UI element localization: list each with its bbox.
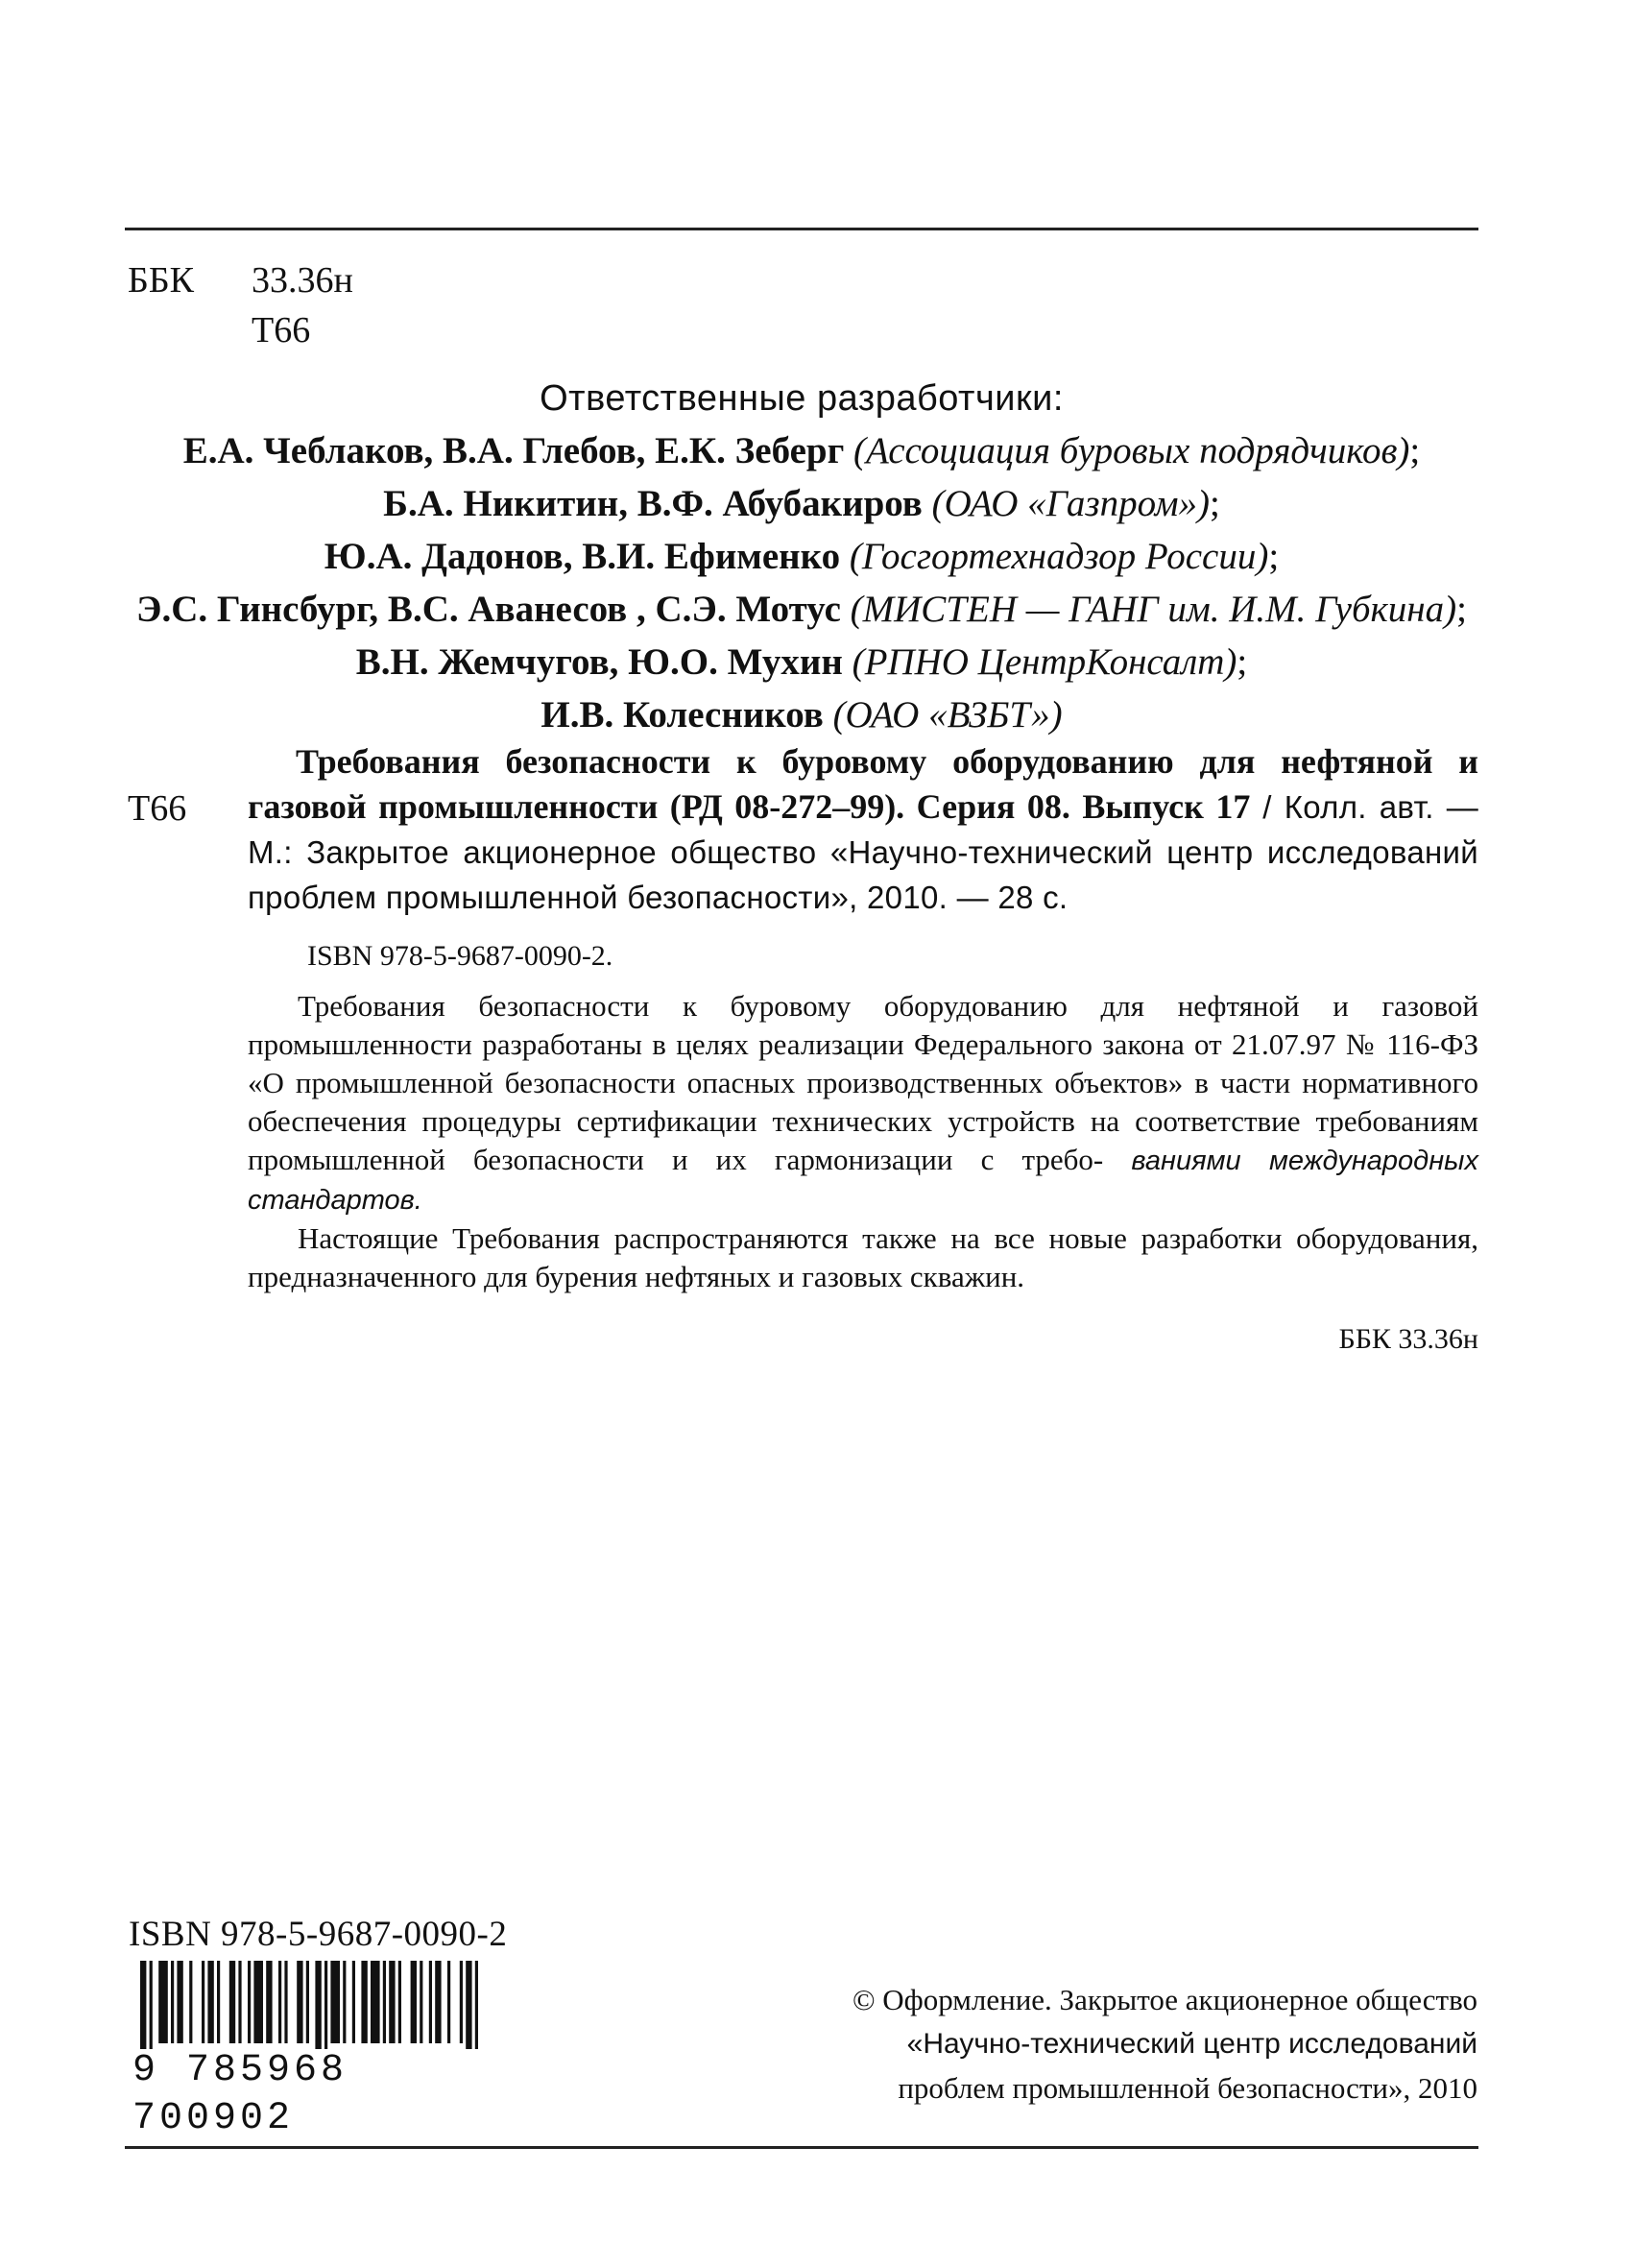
barcode-bar [177, 1961, 182, 2043]
barcode-bar [460, 1961, 463, 2043]
bbk-code: 33.36н [252, 260, 353, 301]
barcode-bar [253, 1961, 263, 2043]
author-tail: ; [1209, 483, 1220, 524]
author-line [125, 477, 1478, 530]
top-rule [125, 228, 1478, 230]
barcode-bar [306, 1961, 309, 2043]
barcode-bar [398, 1961, 401, 2043]
biblio-imprint: / Колл. авт. — М.: Закрытое акционерное общество «Научно-технический центр исследований проблем промышленной безопасности», 2010. — 28 с. [248, 789, 1478, 915]
barcode-bar [202, 1961, 204, 2043]
barcode-bar [411, 1961, 417, 2043]
annotation-para-1: Требования безопасности к буровому оборудованию для нефтяной и газовой промышленности разработаны в целях реализации Федерального закона от 21.07.97 № 116-ФЗ «О промышленной безопасности опасных производственных объектов» в части нормативного обеспечения процедуры сертификации технических устройств на соответствие требованиям промышленной безопасности и их гармонизации с требо- ваниями международных стандартов. [248, 989, 1479, 1216]
barcode-bar [150, 1961, 153, 2049]
biblio-cutter: Т66 [128, 788, 187, 829]
author-tail: ; [1268, 536, 1280, 577]
authors-heading: Ответственные разработчики: [540, 378, 1064, 419]
barcode-bar [361, 1961, 367, 2043]
barcode-bar [229, 1961, 235, 2043]
annotation-bbk: ББК 33.36н [1338, 1323, 1478, 1355]
copyright-line-1: © Оформление. Закрытое акционерное общество [852, 1983, 1477, 2016]
annotation-para-1-tail: ваниями международных стандартов. [248, 1146, 1479, 1216]
author-org: (ОАО «ВЗБТ») [832, 694, 1063, 736]
barcode-bar [475, 1961, 478, 2049]
barcode-bar [278, 1961, 281, 2043]
annotation-para-2: Настоящие Требования распространяются также на все новые разработки оборудования, предназначенного для бурения нефтяных и газовых скважин. [248, 1221, 1478, 1293]
barcode-bar [284, 1961, 287, 2043]
barcode-bar [330, 1961, 340, 2043]
barcode-bar [140, 1961, 146, 2049]
barcode-bars [132, 1961, 531, 2049]
author-line [125, 583, 1478, 636]
barcode-bar [315, 1961, 321, 2049]
author-org: (РПНО ЦентрКонсалт) [852, 641, 1237, 683]
author-line [125, 530, 1478, 583]
author-org: (Госгортехнадзор России) [849, 536, 1269, 577]
author-names: Э.С. Гинсбург, В.С. Аванесов , С.Э. Мотус [136, 589, 841, 630]
barcode-bar [158, 1961, 168, 2043]
author-line [125, 688, 1478, 741]
barcode-bar [324, 1961, 327, 2049]
bibliographic-record [248, 739, 1478, 920]
barcode-bar [207, 1961, 213, 2043]
barcode-bar [238, 1961, 241, 2043]
barcode-bar [435, 1961, 441, 2043]
copyright-line-3: проблем промышленной безопасности», 2010 [898, 2071, 1477, 2105]
barcode-digits: 9 785968 700902 [132, 2049, 348, 2140]
author-tail: ; [1456, 589, 1467, 630]
barcode-bar [466, 1961, 471, 2049]
author-names: В.Н. Жемчугов, Ю.О. Мухин [355, 641, 843, 683]
copyright-block [786, 1978, 1477, 2111]
bbk-label: ББК [128, 260, 194, 301]
barcode-bar [371, 1961, 380, 2043]
barcode-bar [447, 1961, 450, 2043]
barcode-bar [217, 1961, 220, 2043]
barcode-bar [189, 1961, 192, 2043]
isbn-line: ISBN 978-5-9687-0090-2. [307, 940, 613, 972]
barcode-bar [383, 1961, 386, 2043]
author-tail: ; [1237, 641, 1248, 683]
footer-isbn: ISBN 978-5-9687-0090-2 [129, 1915, 508, 1954]
barcode-bar [343, 1961, 346, 2043]
author-names: Б.А. Никитин, В.Ф. Абубакиров [383, 483, 923, 524]
author-line [125, 424, 1478, 477]
author-org: (ОАО «Газпром») [931, 483, 1210, 524]
barcode-bar [429, 1961, 432, 2043]
author-tail: ; [1409, 430, 1421, 471]
authors-block [125, 373, 1478, 741]
bottom-rule [125, 2146, 1478, 2149]
barcode-bar [266, 1961, 272, 2043]
barcode-bar [171, 1961, 174, 2043]
author-org: (Ассоциация буровых подрядчиков) [853, 430, 1410, 471]
author-line [125, 636, 1478, 688]
barcode-bar [352, 1961, 355, 2043]
barcode-bar [389, 1961, 395, 2043]
author-org: (МИСТЕН — ГАНГ им. И.М. Губкина) [850, 589, 1457, 630]
author-names: Ю.А. Дадонов, В.И. Ефименко [324, 536, 841, 577]
author-names: И.В. Колесников [540, 694, 824, 736]
annotation [248, 987, 1478, 1296]
barcode-bar [420, 1961, 422, 2043]
author-names: Е.А. Чеблаков, В.А. Глебов, Е.К. Зеберг [182, 430, 845, 471]
cutter-code: Т66 [252, 310, 311, 350]
copyright-line-2: «Научно-технический центр исследований [906, 2028, 1477, 2060]
biblio-title: Требования безопасности к буровому оборудованию для нефтяной и газовой промышленности (РД 08-272–99). Серия 08. Выпуск 17 [248, 742, 1478, 826]
barcode-bar [248, 1961, 251, 2043]
barcode-bar [297, 1961, 302, 2043]
